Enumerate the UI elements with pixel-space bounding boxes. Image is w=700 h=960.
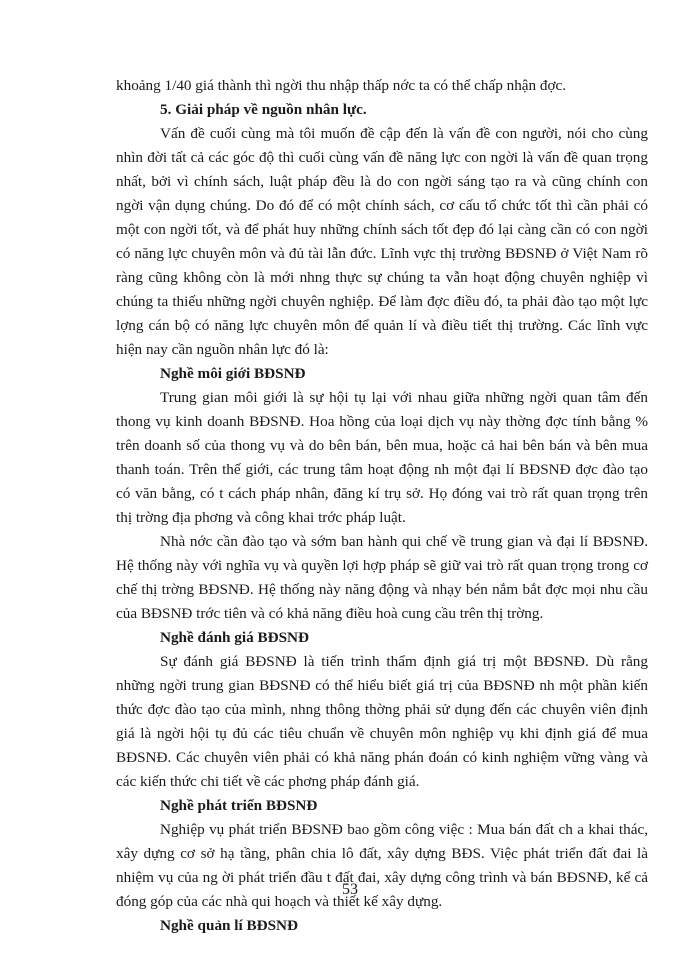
subheading-valuation: Nghề đánh giá BĐSNĐ — [160, 629, 309, 646]
page-number: 53 — [342, 881, 358, 898]
intro-paragraph: Vấn đề cuối cùng mà tôi muốn đề cập đến là vấn đề con người, nói cho cùng nhìn đời tất cả các góc độ thì cuối cùng vấn đề năng lực con ngời là vấn đề quan trọng nhất, bởi vì chính sách, luật pháp đều là do con ngời sáng tạo ra và cũng chính con ngời vận dụng chúng. Do đó để có một chính sách, cơ cấu tổ chức tốt thì cần phải có một con ngời tốt, và để phát huy những chính sách tốt đẹp đó lại càng cần có con ngời có năng lực chuyên môn và đủ tài lẫn đức. Lĩnh vực thị trường BĐSNĐ ở Việt Nam rõ ràng cũng không còn là mới nhng thực sự chúng ta vẫn hoạt động chuyên nghiệp vì chúng ta thiếu những ngời chuyên nghiệp. Để làm đợc điều đó, ta phải đào tạo một lực lợng cán bộ có năng lực chuyên môn để quản lí và điều tiết thị trường. Các lĩnh vực hiện nay cần nguồn nhân lực đó là: — [116, 125, 648, 358]
paragraph-brokerage-1: Trung gian môi giới là sự hội tụ lại với nhau giữa những ngời quan tâm đến thong vụ kinh doanh BĐSNĐ. Hoa hồng của loại dịch vụ này thờng đợc tính bằng % trên doanh số của thong vụ và do bên bán, bên mua, hoặc cả hai bên bán và bên mua thanh toán. Trên thế giới, các trung tâm hoạt động nh một đại lí BĐSNĐ đợc đào tạo có văn bằng, có t cách pháp nhân, đăng kí trụ sở. Họ đóng vai trò rất quan trọng trên thị trờng địa phơng và công khai trớc pháp luật. — [116, 389, 648, 526]
page-body — [116, 74, 648, 938]
subheading-development: Nghề phát triển BĐSNĐ — [160, 797, 318, 814]
paragraph-development-1: Nghiệp vụ phát triển BĐSNĐ bao gồm công việc : Mua bán đất ch a khai thác, xây dựng cơ sở hạ tầng, phân chia lô đất, xây dựng BĐS. Việc phát triển đất đai là nhiệm vụ của ng ời phát triển đầu t đất đai, xây dựng công trình và bán BĐSNĐ, kể cả đóng góp của các nhà qui hoạch và thiết kế xây dựng. — [116, 821, 648, 910]
section-heading: 5. Giải pháp về nguồn nhân lực. — [160, 101, 367, 118]
paragraph-valuation-1: Sự đánh giá BĐSNĐ là tiến trình thẩm định giá trị một BĐSNĐ. Dù rằng những ngời trung gian BĐSNĐ có thể hiểu biết giá trị của BĐSNĐ nh một phần kiến thức đợc đào tạo của mình, nhng thông thờng phải sử dụng đến các chuyên viên định giá là ngời hội tụ đủ các tiêu chuẩn về chuyên môn nghiệp vụ khi định giá để mua BĐSNĐ. Các chuyên viên phải có khả năng phán đoán có kinh nghiệm vững vàng và các kiến thức chi tiết về các phơng pháp đánh giá. — [116, 653, 648, 790]
subheading-brokerage: Nghề môi giới BĐSNĐ — [160, 365, 306, 382]
continued-line: khoảng 1/40 giá thành thì ngời thu nhập thấp nớc ta có thể chấp nhận đợc. — [116, 77, 567, 94]
subheading-management: Nghề quản lí BĐSNĐ — [160, 917, 298, 934]
paragraph-brokerage-2: Nhà nớc cần đào tạo và sớm ban hành qui chế về trung gian và đại lí BĐSNĐ. Hệ thống này với nghĩa vụ và quyền lợi hợp pháp sẽ giữ vai trò rất quan trọng trong cơ chế thị trờng BĐSNĐ. Hệ thống này năng động và nhạy bén nắm bắt đợc mọi nhu cầu của BĐSNĐ trớc tiên và có khả năng điều hoà cung cầu trên thị trờng. — [116, 533, 648, 622]
